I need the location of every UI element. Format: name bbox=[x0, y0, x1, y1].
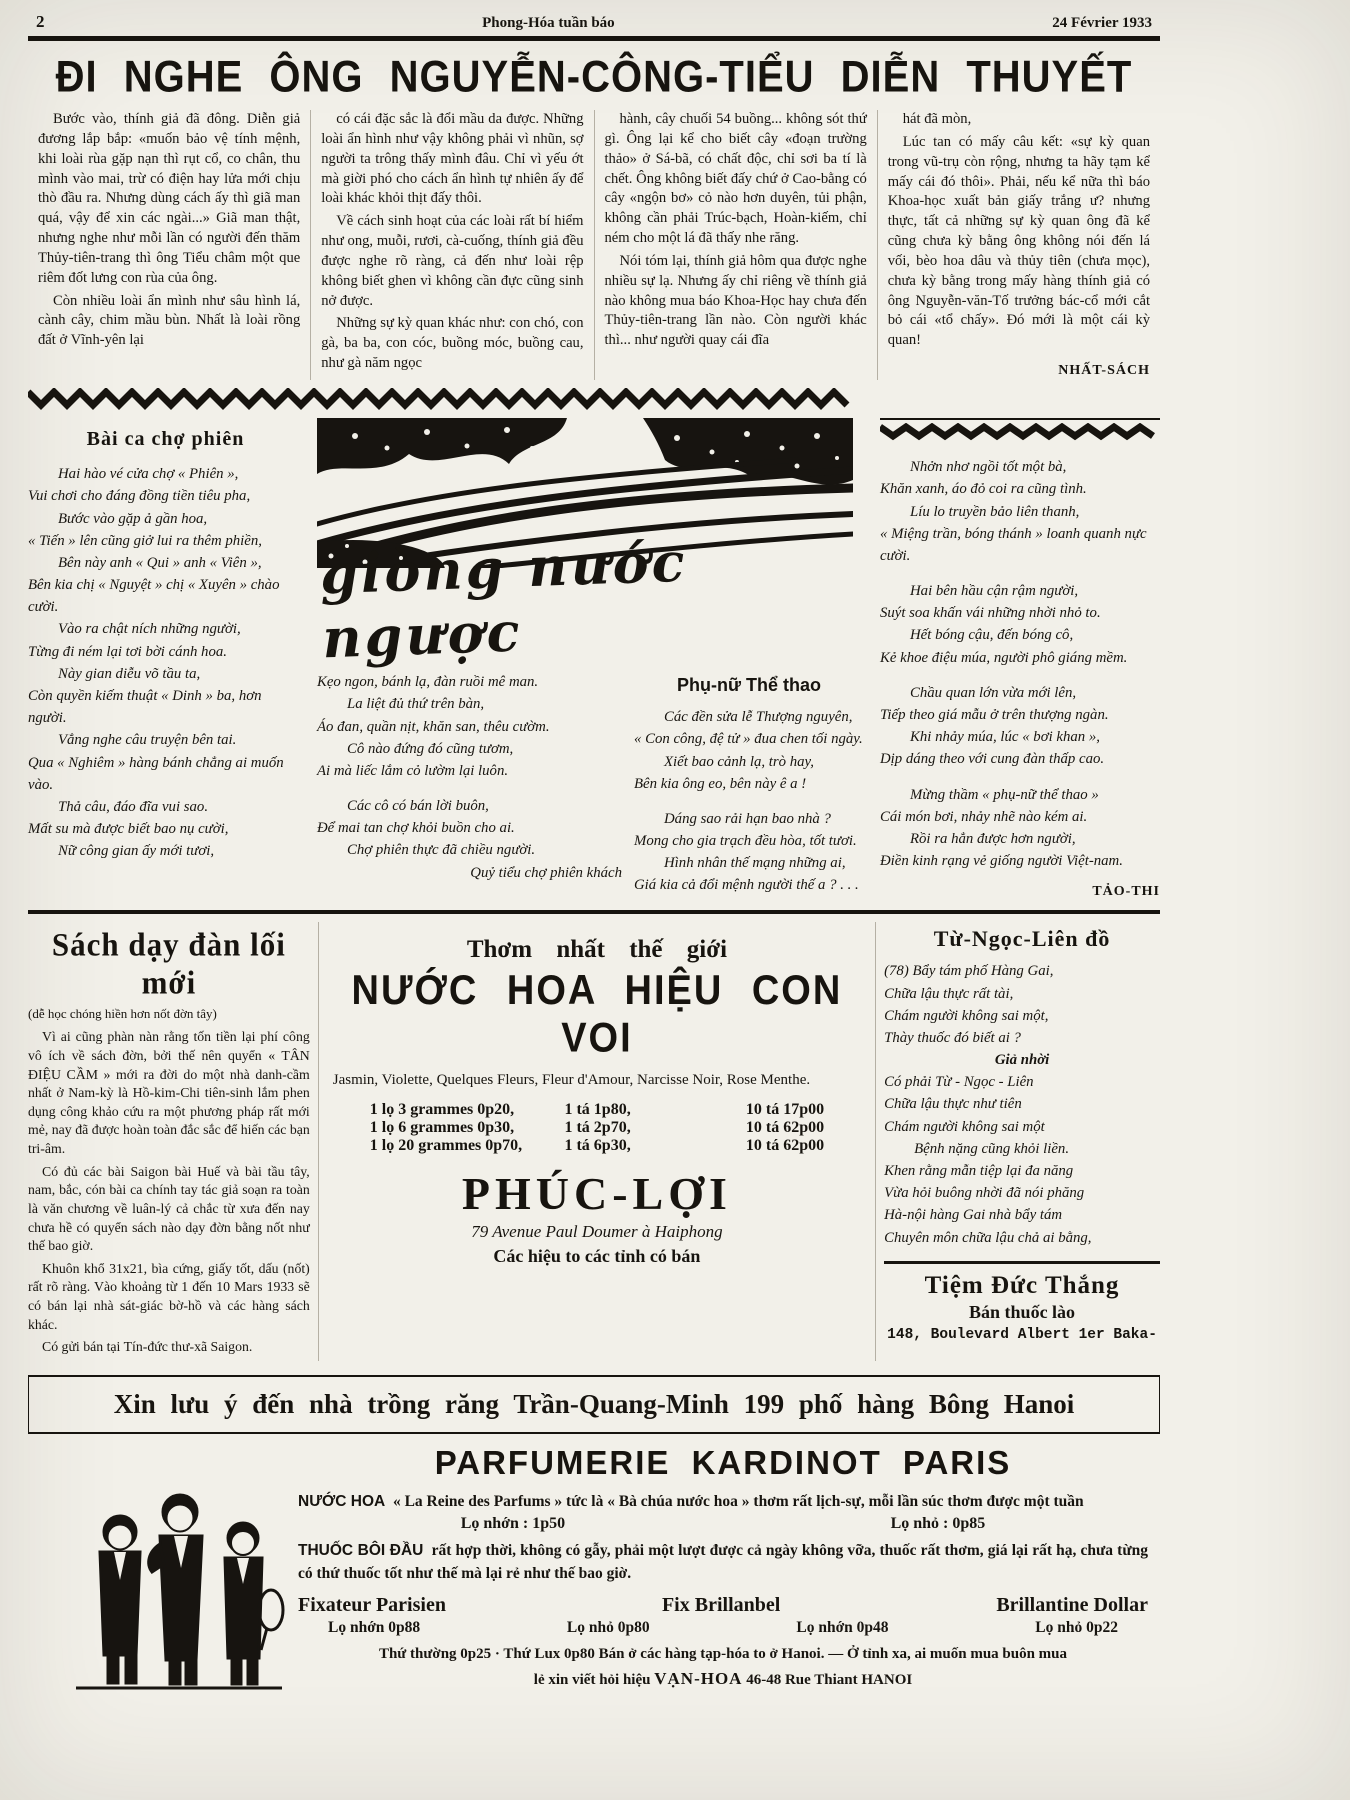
price-row bbox=[370, 1101, 824, 1119]
poem-line: Điền kinh rạng vẻ giống người Việt-nam. bbox=[880, 853, 1123, 870]
poem-line: Kẹo ngon, bánh lạ, đàn ruồi mê man. bbox=[317, 674, 539, 691]
section-rule bbox=[28, 910, 1160, 914]
market-poem-title: Bài ca chợ phiên bbox=[86, 428, 245, 451]
cartoon-figures bbox=[68, 1460, 288, 1695]
poem-line bbox=[880, 567, 1160, 580]
price-dozen: 1 tá 2p70, bbox=[564, 1119, 631, 1137]
right-column-rule bbox=[880, 418, 1160, 420]
poem-line: Nhởn nhơ ngồi tốt một bà, bbox=[910, 459, 1067, 476]
poem-line: Líu lo truyền bảo liên thanh, bbox=[910, 503, 1080, 520]
poem-line: Bên này anh « Qui » anh « Viên », bbox=[58, 554, 262, 571]
market-poem-block bbox=[28, 418, 309, 900]
price-ten: 10 tá 62p00 bbox=[745, 1137, 825, 1155]
feature-poem-block bbox=[317, 671, 622, 897]
article-paragraph: Nói tóm lại, thính giả hôm qua được nghe nhiều sự lạ. Nhưng ấy chỉ riêng về thính giả nào không mua báo Khoa-Học hay chưa đến Thủy-tiên-trang lần nào. Còn người khác thì... như người quay cái đĩa bbox=[604, 252, 867, 349]
poem-line: Rồi ra hẳn được hơn người, bbox=[910, 830, 1076, 847]
price-row bbox=[370, 1119, 824, 1137]
poem-line: Áo đan, quần nịt, khăn san, thêu cườm. bbox=[317, 718, 550, 735]
parfumerie-title: PARFUMERIE KARDINOT PARIS bbox=[434, 1443, 1012, 1481]
perfume-ad bbox=[318, 922, 876, 1361]
feature-block bbox=[309, 418, 872, 900]
poem-line: Thày thuốc đó biết ai ? bbox=[884, 1029, 1021, 1046]
poem-line: La liệt đủ thứ trên bàn, bbox=[347, 696, 485, 713]
poem-line: Bước vào gặp ả gần hoa, bbox=[58, 510, 208, 527]
poem-line: Bên kia ông eo, bên này ê a ! bbox=[634, 775, 807, 792]
poem-line: Mất su mà được biết bao nụ cười, bbox=[28, 821, 229, 838]
tobacco-shop-name: Tiệm Đức Thắng bbox=[924, 1271, 1120, 1299]
music-book-title: Sách dạy đàn lối mới bbox=[51, 926, 286, 1002]
music-book-body bbox=[28, 1028, 310, 1357]
parfumerie-line-2 bbox=[298, 1539, 1148, 1586]
article-signature: NHẤT-SÁCH bbox=[1058, 363, 1150, 379]
product-name: Fix Brillanbel bbox=[661, 1593, 781, 1616]
market-poem bbox=[28, 463, 303, 862]
product-name: Brillantine Dollar bbox=[996, 1593, 1148, 1616]
poem-line: Giá kia cả đổi mệnh người thế a ? . . . bbox=[634, 877, 859, 894]
poem-line: Vẳng nghe câu truyện bên tai. bbox=[58, 732, 237, 749]
poem-line bbox=[317, 782, 622, 795]
music-book-ad bbox=[28, 922, 318, 1361]
perfume-scents: Jasmin, Violette, Quelques Fleurs, Fleur d'Amour, Narcisse Noir, Rose Menthe. bbox=[332, 1072, 811, 1089]
parfumerie-products bbox=[298, 1594, 1148, 1617]
poem-line: Ai mà liếc lắm cỏ lườm lại luôn. bbox=[317, 762, 509, 779]
parfumerie-label-1: NƯỚC HOA bbox=[298, 1492, 386, 1510]
poem-line: Chuyên môn chữa lậu chả ai bằng, bbox=[884, 1229, 1092, 1246]
product-price: Lọ nhỏ 0p80 bbox=[566, 1618, 650, 1636]
price-size: 1 lọ 20 grammes 0p70, bbox=[369, 1137, 523, 1155]
poem-line: Chữa lậu thực như tiên bbox=[884, 1096, 1022, 1113]
page-number: 2 bbox=[36, 12, 45, 31]
poem-line: Hai hào vé cửa chợ « Phiên », bbox=[58, 466, 239, 483]
music-book-paragraph: Vì ai cũng phàn nàn rằng tốn tiền lại phí công vô ích về sách đờn, bởi thế nên quyển « TÂN ĐIỆU CẦM » mới ra đời do một nhà danh-cầm nhất ở Nam-kỳ là Hồ-kim-Chi tiên-sinh lắm phen dụng công khảo cứu ra một phương pháp rất mới mẻ, nay đã được hoàn toàn đắc sắc để hiến các bạn tri-âm. bbox=[28, 1029, 310, 1157]
poem-line: Các đền sửa lễ Thượng nguyên, bbox=[664, 709, 853, 726]
poem-line: (78) Bẩy tám phố Hàng Gai, bbox=[884, 963, 1054, 980]
poem-line: Khi nhảy múa, lúc « bơi khan », bbox=[910, 729, 1100, 746]
main-headline: ĐI NGHE ÔNG NGUYỄN-CÔNG-TIỂU DIỄN THUYẾT bbox=[55, 52, 1133, 102]
parfumerie-label-2: THUỐC BÔI ĐẦU bbox=[298, 1542, 424, 1560]
dentist-banner: Xin lưu ý đến nhà trồng răng Trần-Quang-Minh 199 phố hàng Bông Hanoi bbox=[28, 1375, 1160, 1434]
poem-line: Vào ra chật ních những người, bbox=[58, 621, 241, 638]
poem-line: Bên kia chị « Nguyệt » chị « Xuyên » chào cười. bbox=[28, 577, 280, 616]
poem-line: Qua « Nghiêm » hàng bánh chẳng ai muốn vào. bbox=[28, 754, 284, 793]
product-name: Fixateur Parisien bbox=[298, 1593, 446, 1616]
article-column-3 bbox=[594, 110, 877, 380]
poem-line: Chầu quan lớn vừa mới lên, bbox=[910, 684, 1077, 701]
poem-line: Bệnh nặng cũng khỏi liền. bbox=[914, 1140, 1070, 1157]
perfume-brand: NƯỚC HOA HIỆU CON VOI bbox=[351, 968, 843, 1062]
sports-title: Phụ-nữ Thể thao bbox=[676, 675, 822, 696]
poem-line: Dáng sao rải hạn bao nhà ? bbox=[664, 810, 831, 827]
music-book-paragraph: Có đủ các bài Saigon bài Huế và bài tầu tây, nam, bắc, cón bài ca chính tay tác giả soạn ra toàn là văn chương về luân-lý cả chắc từ xưa đến nay chưa hề có quyển sách nào dạy đờn bằng nốt như thế bao giờ. bbox=[28, 1163, 310, 1254]
right-poem-signature: TẢO-THI bbox=[1092, 884, 1160, 900]
article-column-2 bbox=[310, 110, 593, 380]
tobacco-shop-product: Bán thuốc lào bbox=[969, 1301, 1076, 1322]
poem-line: Này gian diễu võ tầu ta, bbox=[58, 665, 201, 682]
poem-line: Các cô có bán lời buôn, bbox=[347, 798, 489, 815]
feature-poem bbox=[317, 671, 622, 884]
poem-line: Khăn xanh, áo đỏ coi ra cũng tình. bbox=[880, 481, 1087, 498]
perfume-note: Các hiệu to các tỉnh có bán bbox=[493, 1246, 701, 1267]
parfumerie-price-large: Lọ nhớn : 1p50 bbox=[460, 1515, 566, 1533]
poem-line bbox=[880, 771, 1160, 784]
middle-section bbox=[28, 418, 1160, 900]
zigzag-ornament bbox=[28, 388, 858, 412]
poem-line: Giả nhời bbox=[994, 1052, 1050, 1069]
doctor-ad bbox=[876, 922, 1160, 1361]
poem-line bbox=[880, 669, 1160, 682]
sports-block bbox=[622, 671, 864, 897]
zigzag-ornament-small bbox=[880, 423, 1160, 441]
wavy-divider bbox=[28, 388, 1160, 412]
poem-line: « Miệng trần, bóng thánh » loanh quanh nực cười. bbox=[880, 525, 1147, 564]
article-paragraph: Những sự kỳ quan khác như: con chó, con gà, ba ba, con cóc, buồng móc, buồng cau, như gà năm ngọc bbox=[321, 315, 584, 372]
article-column-4 bbox=[877, 110, 1160, 380]
article-paragraph: hát đã mòn, bbox=[902, 111, 972, 127]
article-paragraph: Lúc tan có mấy câu kết: «sự kỳ quan trong vũ-trụ còn rộng, nhưng ta hãy tạm kể mấy cái đó thôi». Phải, nếu kể nữa thì báo Khoa-học xuất bản giấy trắng ư? nhưng thực, tất cả những sự kỳ quan ông đã kể cũng chưa kỳ bằng ông không nói đến lá vối, bèo hoa dâu và thủy tiên (chưa mọc), chưa kỳ bằng trong mấy hàng thính giả có ông Nguyễn-văn-Tố trưởng bác-cổ mới cắt bỏ cái «tổ chấy». Đó mới là một cái kỳ quan! bbox=[887, 133, 1150, 349]
right-poem-block bbox=[872, 418, 1160, 900]
article-paragraph: hành, cây chuối 54 buồng... không sót thứ gì. Ông lại kể cho biết cây «đoạn trường thảo» ở Sá-bã, có chất độc, chỉ sơi ba tí là chết. Ông không biết đấy chứ ở Cao-bằng có cây «ngộn bơ» cỏ nào hơn duyên, tủi phận, không cần phải Trúc-bạch, Hoàn-kiếm, chỉ ném cho một lá đã thấy nhe răng. bbox=[604, 111, 867, 247]
poem-line: Có phải Từ - Ngọc - Liên bbox=[884, 1074, 1034, 1091]
parfumerie-footer-1: Thứ thường 0p25 · Thứ Lux 0p80 Bán ở các hàng tạp-hóa to ở Hanoi. — Ở tỉnh xa, ai muốn mua buôn mua bbox=[378, 1645, 1068, 1662]
poem-line: Thả câu, đáo đĩa vui sao. bbox=[58, 798, 209, 815]
poem-line: Tiếp theo giá mẫu ở trên thượng ngàn. bbox=[880, 707, 1109, 724]
perfume-store-address: 79 Avenue Paul Doumer à Haiphong bbox=[471, 1222, 723, 1242]
poem-line: Mong cho gia trạch đều hòa, tốt tươi. bbox=[634, 833, 857, 850]
parfumerie-line-1 bbox=[298, 1490, 1148, 1513]
parfumerie-text-1: « La Reine des Parfums » tức là « Bà chúa nước hoa » thơm rất lịch-sự, mỗi lần súc thơm được một tuần bbox=[392, 1492, 1084, 1510]
page-header bbox=[28, 12, 1160, 32]
poem-line: Hai bên hầu cận rậm người, bbox=[910, 583, 1079, 600]
parfumerie-product-prices bbox=[298, 1619, 1148, 1637]
footer2-post: 46-48 Rue Thiant HANOI bbox=[746, 1671, 913, 1688]
poem-line: Vừa hỏi buông nhời đã nói phăng bbox=[884, 1185, 1085, 1202]
right-poem bbox=[880, 456, 1160, 872]
parfumerie-ad bbox=[28, 1444, 1160, 1744]
article-paragraph: có cái đặc sắc là đổi mầu da được. Những loài ẩn hình như vậy không phải vì nhũn, sợ người ta trông thấy mình đâu. Chỉ vì yếu ớt mà giời phó cho cách ẩn hình tự nhiên ấy để loài khác khỏi thịt đấy thôi. bbox=[321, 111, 584, 207]
poem-line: Để mai tan chợ khỏi buồn cho ai. bbox=[317, 820, 515, 837]
poem-line: Suýt soa khấn vái những nhời nhỏ to. bbox=[880, 605, 1101, 622]
price-size: 1 lọ 3 grammes 0p20, bbox=[369, 1101, 515, 1119]
tobacco-shop-address: 148, Boulevard Albert 1er Baka- bbox=[887, 1326, 1157, 1343]
perfume-price-table bbox=[370, 1101, 824, 1155]
poem-line: Chám người không sai một bbox=[884, 1118, 1045, 1135]
poem-line: Chữa lậu thực rất tài, bbox=[884, 985, 1014, 1002]
poem-line: Vui chơi cho đáng đồng tiền tiêu pha, bbox=[28, 488, 251, 505]
issue-date: 24 Février 1933 bbox=[1052, 15, 1152, 31]
music-book-subtitle: (dễ học chóng hiền hơn nốt đờn tây) bbox=[28, 1006, 217, 1022]
poem-line: Từng đi ném lại tơi bời cánh hoa. bbox=[28, 643, 227, 660]
poem-line: Hết bóng cậu, đến bóng cô, bbox=[910, 627, 1074, 644]
poem-line: Chám người không sai một, bbox=[884, 1007, 1049, 1024]
poem-line: Xiết bao cảnh lạ, trò hay, bbox=[664, 753, 815, 770]
price-row bbox=[370, 1137, 824, 1155]
feature-script-title: giòng nước ngược bbox=[318, 529, 689, 671]
price-ten: 10 tá 17p00 bbox=[745, 1101, 825, 1119]
sports-poem bbox=[634, 706, 864, 897]
footer2-pre: lẻ xin viết hỏi hiệu bbox=[533, 1671, 651, 1688]
poem-line: Quỷ tiểu chợ phiên khách bbox=[470, 864, 622, 881]
poem-line: Mừng thầm « phụ-nữ thể thao » bbox=[910, 786, 1099, 803]
price-ten: 10 tá 62p00 bbox=[745, 1119, 825, 1137]
article-paragraph: Bước vào, thính giả đã đông. Diễn giả đương lắp bắp: «muốn bảo vệ tính mệnh, khi loài rùa gặp nạn thì rụt cổ, co chân, thu mình vào mai, trừ có điện hay lửa mới chịu thò đầu ra. Nhưng dùng cách ấy thì giã man quá, vậy để xin các ngài...» Giã man thật, nhưng nghe như mỗi lần có người đến thăm Thủy-tiên-trang thì ông Tiểu châm một que riêm đốt lưng con rùa của ông. bbox=[38, 111, 301, 286]
perfume-store-name: PHÚC-LỢI bbox=[461, 1168, 732, 1220]
poem-line: « Tiến » lên cũng giở lui ra thêm phiền, bbox=[28, 532, 262, 549]
product-price: Lọ nhớn 0p88 bbox=[328, 1618, 421, 1636]
music-book-paragraph: Có gửi bán tại Tín-đức thư-xã Saigon. bbox=[42, 1339, 253, 1355]
article-column-4-text bbox=[888, 110, 1150, 351]
price-dozen: 1 tá 6p30, bbox=[564, 1137, 631, 1155]
poem-line: Nữ công gian ấy mới tươi, bbox=[58, 843, 215, 860]
product-price: Lọ nhỏ 0p22 bbox=[1035, 1618, 1118, 1636]
poem-line: Kẻ khoe điệu múa, người phô giáng mềm. bbox=[880, 649, 1128, 666]
article-paragraph: Về cách sinh hoạt của các loài rất bí hiểm như ong, muỗi, rươi, cà-cuống, thính giả đều được nghe rõ ràng, cả đến như loài rệp không biết ghen vì không cần đực cũng sinh nở được. bbox=[321, 213, 584, 309]
price-dozen: 1 tá 1p80, bbox=[564, 1101, 631, 1119]
product-price: Lọ nhớn 0p48 bbox=[796, 1618, 889, 1636]
doctor-ad-title: Từ-Ngọc-Liên đồ bbox=[933, 926, 1111, 952]
poem-line: « Con công, đệ tử » đua chen tối ngày. bbox=[634, 731, 863, 748]
article-paragraph: Còn nhiều loài ẩn mình như sâu hình lá, cành cây, chim mầu bùn. Nhất là loài rồng đất ở Vĩnh-yên lại bbox=[38, 292, 301, 349]
perfume-tagline: Thơm nhất thế giới bbox=[466, 936, 728, 964]
article-column-1 bbox=[28, 110, 310, 380]
vanhoa-brand: VẠN-HOA bbox=[654, 1668, 743, 1688]
tobacco-shop-ad bbox=[884, 1261, 1160, 1343]
poem-line: Cô nào đứng đó cũng tươm, bbox=[347, 740, 514, 757]
bottom-section bbox=[28, 922, 1160, 1361]
poem-line: Cái món bơi, nhảy nhẽ nào kém ai. bbox=[880, 808, 1088, 825]
poem-line: Khen rằng mẫn tiệp lại đa năng bbox=[884, 1163, 1074, 1180]
poem-line: Hình nhân thế mạng những ai, bbox=[664, 855, 846, 872]
music-book-paragraph: Khuôn khổ 31x21, bìa cứng, giấy tốt, dấu (nốt) rất rõ ràng. Vào khoảng từ 1 đến 10 Mars 1933 sẽ có bán lại nhà sát-giác bờ-hồ và các hàng sách khác. bbox=[28, 1260, 310, 1332]
parfumerie-price-line bbox=[298, 1515, 1148, 1533]
poem-line: Hà-nội hàng Gai nhà bẩy tám bbox=[884, 1207, 1063, 1224]
price-size: 1 lọ 6 grammes 0p30, bbox=[369, 1119, 515, 1137]
parfumerie-body bbox=[298, 1444, 1148, 1692]
poem-line: Chợ phiên thực đã chiều người. bbox=[347, 842, 536, 859]
poem-line: Dịp dáng theo với cung đàn thấp cao. bbox=[880, 751, 1105, 768]
lead-article bbox=[28, 110, 1160, 380]
header-rule bbox=[28, 36, 1160, 41]
masthead: Phong-Hóa tuần báo bbox=[482, 15, 615, 31]
parfumerie-text-2: rất hợp thời, không có gẫy, phải một lượt được cả ngày không vỡa, thuốc rất thơm, giá lại rất hạ, chưa từng có thứ thuốc tốt như thế mà lại rẻ như thế bao giờ. bbox=[298, 1542, 1148, 1583]
parfumerie-price-small: Lọ nhỏ : 0p85 bbox=[890, 1515, 986, 1533]
poem-line bbox=[634, 795, 864, 808]
doctor-ad-poem bbox=[884, 960, 1160, 1248]
parfumerie-footer-2 bbox=[298, 1666, 1148, 1692]
poem-line: Còn quyền kiếm thuật « Dinh » ba, hơn người. bbox=[28, 688, 262, 727]
